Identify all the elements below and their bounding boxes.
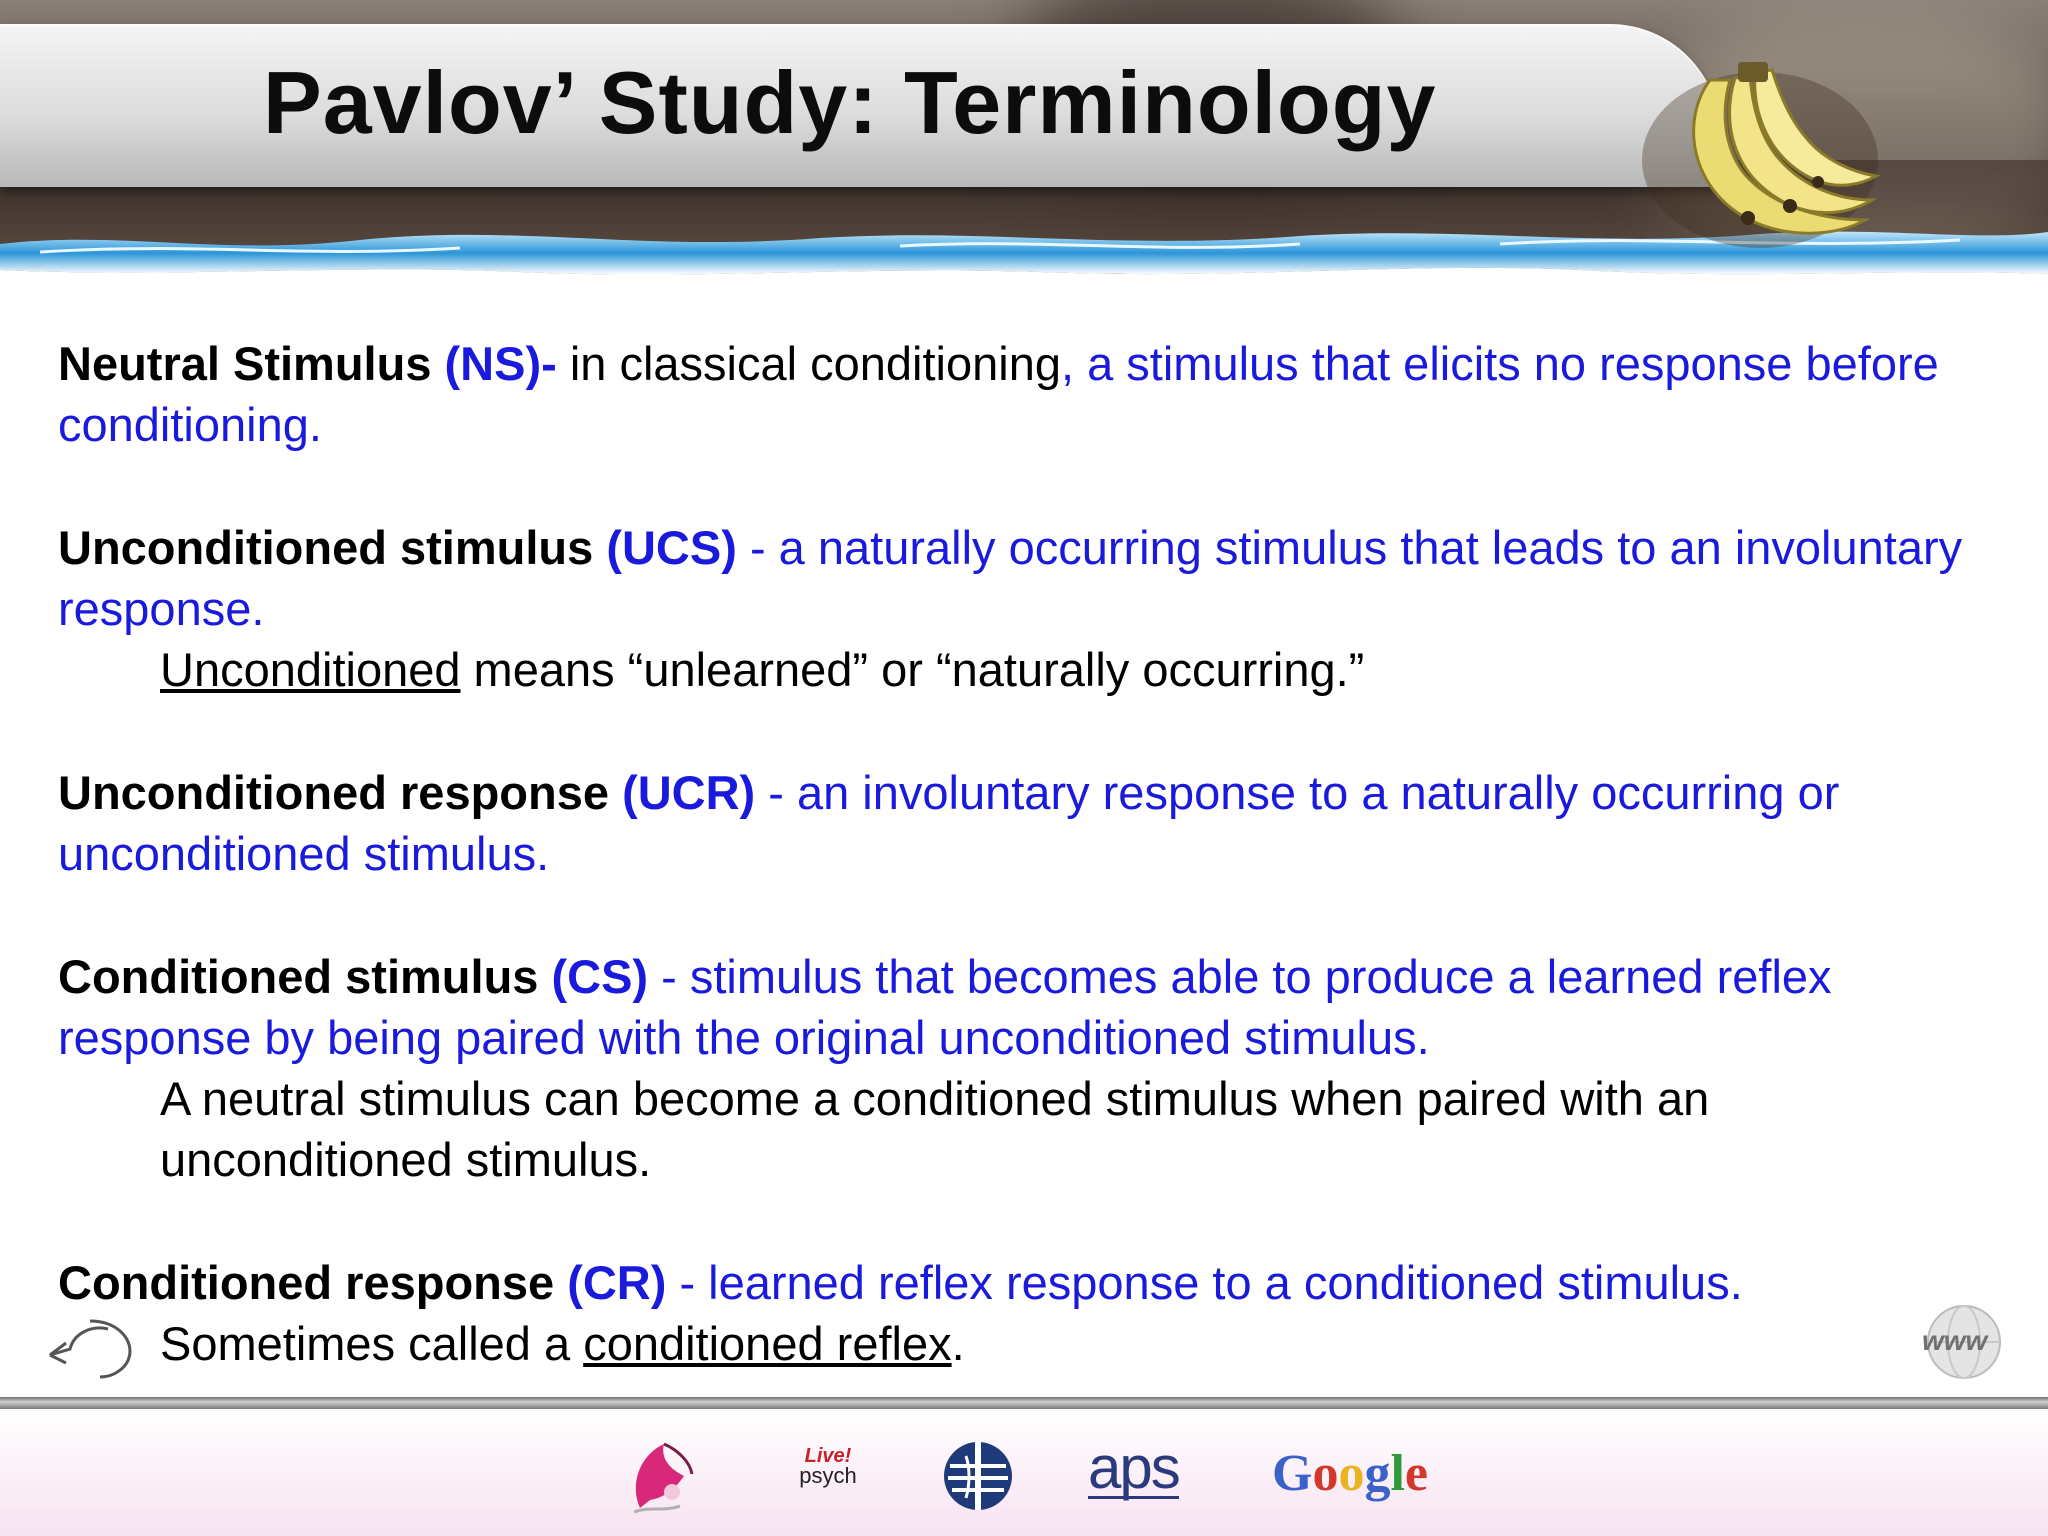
term-definition: - learned reflex response to a conditioned stimulus. [666, 1256, 1743, 1309]
term-definition: , a stimulus that elicits no response before conditioning. [58, 337, 1939, 451]
terminology-list [58, 333, 1998, 1374]
aps-logo[interactable]: aps [1088, 1434, 1179, 1501]
term-name: Unconditioned stimulus [58, 521, 594, 574]
google-logo-letter: o [1338, 1445, 1365, 1502]
term-abbreviation: (UCR) [622, 766, 756, 819]
term-abbreviation: (CR) [567, 1256, 667, 1309]
live-psych-logo-line2: psych [799, 1463, 857, 1488]
term-name: Neutral Stimulus [58, 337, 432, 390]
google-logo[interactable] [1272, 1444, 1428, 1503]
live-psych-logo-line1: Live! [804, 1445, 852, 1467]
term-abbreviation: (UCS) [606, 521, 737, 574]
term-unconditioned-stimulus [58, 517, 1998, 700]
apa-globe-logo-icon[interactable] [940, 1438, 1016, 1514]
back-arrow-icon[interactable] [44, 1315, 136, 1381]
term-conditioned-stimulus [58, 946, 1998, 1190]
google-logo-letter: e [1404, 1445, 1428, 1502]
google-logo-letter: g [1364, 1445, 1391, 1502]
google-logo-letter: o [1312, 1445, 1339, 1502]
term-name: Unconditioned response [58, 766, 609, 819]
term-note [58, 1317, 965, 1370]
term-abbreviation: (NS)- [444, 337, 557, 390]
term-note-text: means “unlearned” or “naturally occurring.” [460, 643, 1365, 696]
google-logo-letter: l [1390, 1445, 1405, 1502]
term-name: Conditioned response [58, 1256, 555, 1309]
bananas-image [1640, 60, 1880, 250]
fish-logo-icon[interactable] [620, 1436, 698, 1516]
footer-logo-bar [0, 1409, 2048, 1536]
footer-divider [0, 1397, 2048, 1409]
google-logo-letter: G [1272, 1445, 1313, 1502]
term-note-punctuation: . [951, 1317, 965, 1370]
term-note-underlined: Unconditioned [160, 643, 461, 696]
term-note [58, 643, 1364, 696]
term-name: Conditioned stimulus [58, 950, 539, 1003]
term-abbreviation: (CS) [551, 950, 649, 1003]
term-note-underlined: conditioned reflex [583, 1317, 952, 1370]
term-note: A neutral stimulus can become a conditioned stimulus when paired with an unconditioned stimulus. [160, 1072, 1710, 1186]
slide-title: Pavlov’ Study: Terminology [263, 53, 1437, 152]
term-neutral-stimulus [58, 333, 1998, 455]
www-globe-icon[interactable] [1916, 1298, 2006, 1382]
live-psych-logo[interactable] [795, 1446, 861, 1486]
term-lead: in classical conditioning [556, 337, 1061, 390]
term-definition: - an involuntary response to a naturally occurring or unconditioned stimulus. [58, 766, 1840, 880]
term-unconditioned-response [58, 762, 1998, 884]
www-label: www [1922, 1325, 1988, 1356]
term-definition: - stimulus that becomes able to produce a learned reflex response by being paired with the original unconditioned stimulus. [58, 950, 1832, 1064]
term-note-text: Sometimes called a [160, 1317, 584, 1370]
term-definition: - a naturally occurring stimulus that leads to an involuntary response. [58, 521, 1963, 635]
term-conditioned-response [58, 1252, 1998, 1374]
